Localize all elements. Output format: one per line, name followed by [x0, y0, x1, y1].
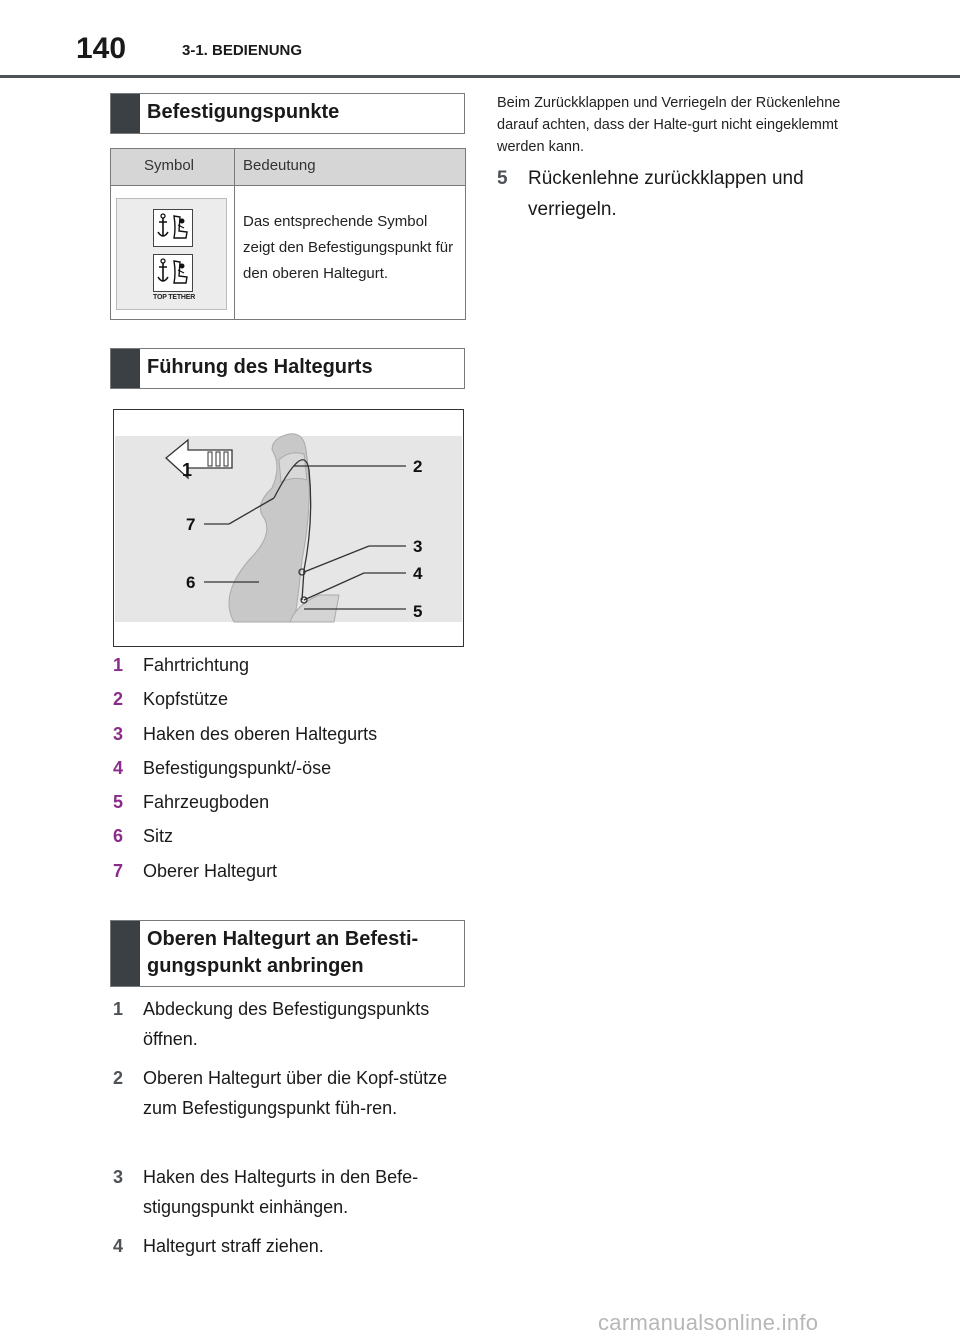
step-number: 5 — [497, 168, 508, 189]
step-text: Rückenlehne zurückklappen und verriegeln. — [528, 168, 804, 220]
step-text: Oberen Haltegurt über die Kopf-stütze zum Befestigungspunkt füh-ren. — [143, 1068, 448, 1118]
step-item — [113, 1162, 463, 1222]
legend-text: Sitz — [143, 826, 174, 846]
callout-7: 7 — [186, 515, 196, 534]
step-text: Haken des Haltegurts in den Befe-stigungspunkt einhängen. — [143, 1167, 419, 1217]
legend-text: Oberer Haltegurt — [143, 861, 278, 881]
section-heading-befestigungspunkte — [110, 93, 465, 134]
step-number: 1 — [113, 999, 124, 1019]
section-bar — [111, 94, 140, 133]
child-seat-anchor-icon — [153, 209, 193, 247]
step-text: Abdeckung des Befestigungspunkts öffnen. — [143, 999, 430, 1049]
section-bar — [111, 349, 140, 388]
top-tether-label: TOP TETHER — [153, 294, 196, 301]
legend-number: 1 — [113, 655, 124, 675]
legend-number: 4 — [113, 758, 124, 778]
legend-number: 2 — [113, 689, 124, 709]
watermark: carmanualsonline.info — [598, 1310, 819, 1335]
section-bar — [111, 921, 140, 986]
section-heading-text: Führung des Haltegurts — [147, 356, 373, 378]
legend-text: Befestigungspunkt/-öse — [143, 758, 332, 778]
note-text: Beim Zurückklappen und Verriegeln der Rückenlehne darauf achten, dass der Halte-gurt nicht eingeklemmt werden kann. — [497, 95, 841, 155]
header-rule — [0, 75, 960, 78]
legend-text: Fahrzeugboden — [143, 792, 270, 812]
page-number: 140 — [76, 32, 127, 65]
legend-number: 6 — [113, 826, 124, 846]
table-description: Das entsprechende Symbol zeigt den Befestigungspunkt für den oberen Haltegurt. — [243, 213, 454, 282]
step-number: 2 — [113, 1068, 124, 1088]
step-text: Haltegurt straff ziehen. — [143, 1236, 324, 1256]
legend-text: Fahrtrichtung — [143, 655, 250, 675]
table-divider — [234, 149, 235, 319]
callout-3: 3 — [413, 537, 423, 556]
top-tether-icon — [153, 254, 193, 292]
step-number: 3 — [113, 1167, 124, 1187]
table-header-meaning: Bedeutung — [243, 157, 316, 174]
step-item — [113, 994, 463, 1054]
section-heading-anbringen — [110, 920, 465, 987]
section-title: 3-1. BEDIENUNG — [182, 42, 303, 59]
legend-number: 7 — [113, 861, 124, 881]
table-header-symbol: Symbol — [144, 157, 195, 174]
callout-4: 4 — [413, 564, 423, 583]
legend-text: Haken des oberen Haltegurts — [143, 724, 378, 744]
step-item — [113, 1063, 463, 1123]
step-item — [113, 1231, 463, 1261]
section-heading-text: Befestigungspunkte — [147, 101, 340, 123]
symbol-table — [110, 148, 466, 320]
legend-number: 5 — [113, 792, 124, 812]
tether-routing-figure — [113, 409, 464, 647]
step-number: 4 — [113, 1236, 124, 1256]
step-item — [497, 163, 857, 225]
callout-1: 1 — [182, 460, 193, 480]
legend-text: Kopfstütze — [143, 689, 229, 709]
callout-6: 6 — [186, 573, 196, 592]
section-heading-text: Oberen Haltegurt an Befesti-gungspunkt anbringen — [147, 928, 419, 977]
section-heading-fuehrung — [110, 348, 465, 389]
symbol-image — [116, 198, 227, 310]
callout-2: 2 — [413, 457, 423, 476]
legend-number: 3 — [113, 724, 124, 744]
callout-5: 5 — [413, 602, 423, 621]
